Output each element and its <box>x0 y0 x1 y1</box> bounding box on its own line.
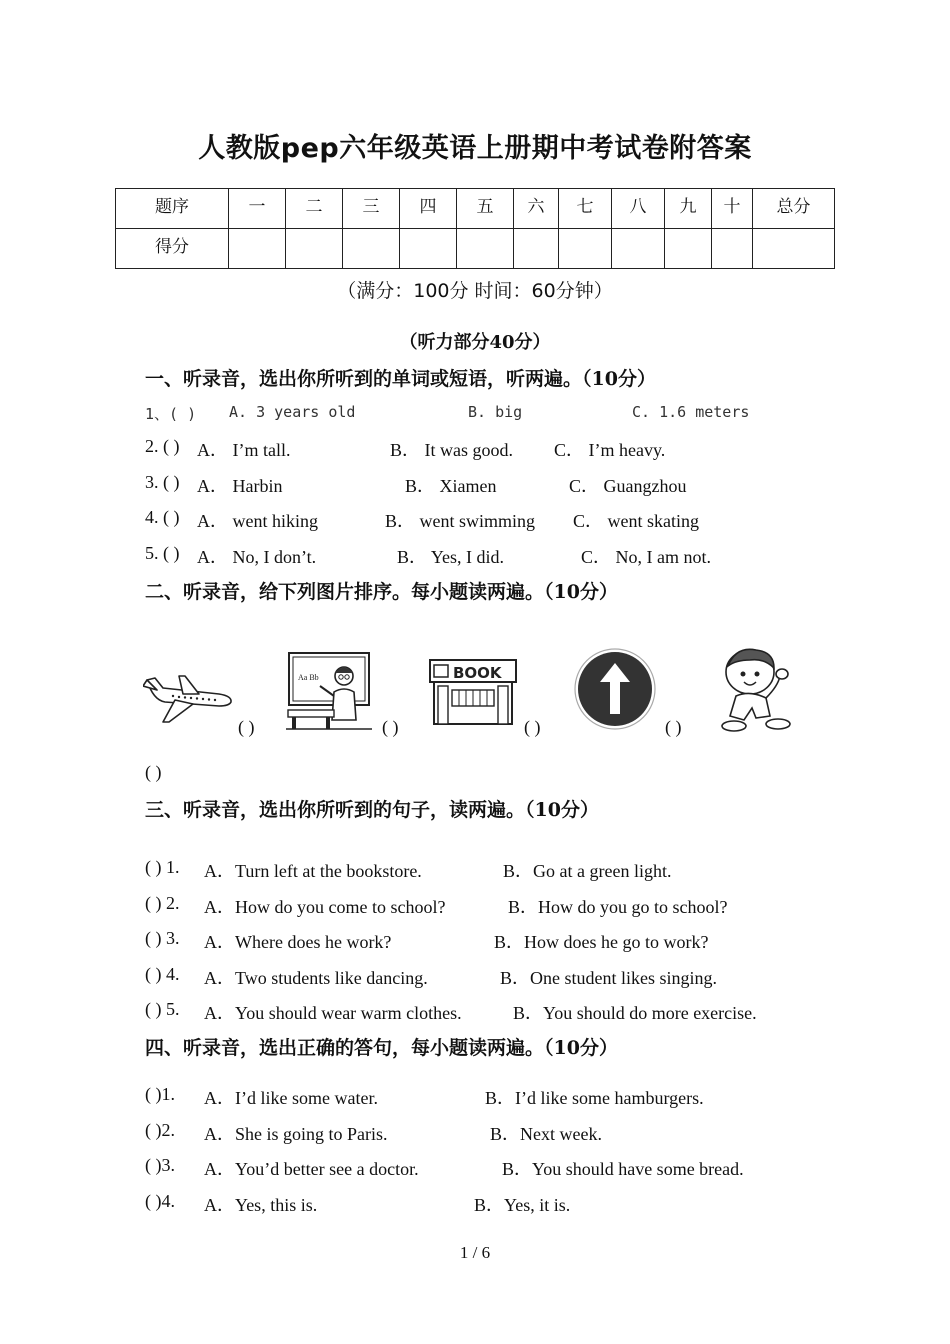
score-table-score-row <box>116 229 835 269</box>
item-number: 2. ( ) <box>145 436 180 456</box>
section3-item-3 <box>145 928 795 952</box>
board-text: Aa Bb <box>298 673 319 682</box>
section1-item-2 <box>145 436 785 460</box>
score-cell <box>514 229 559 269</box>
option-b: B． Xiamen <box>405 476 497 496</box>
option-c: C． Guangzhou <box>569 476 687 496</box>
option-b: B．Next week. <box>490 1124 602 1144</box>
score-header-cell: 十 <box>712 189 753 229</box>
option-b: B． Yes, I did. <box>397 547 505 567</box>
score-header-cell: 八 <box>612 189 665 229</box>
option-a: A．I’d like some water. <box>204 1088 378 1108</box>
item-number: ( ) 5. <box>145 999 180 1019</box>
score-cell <box>286 229 343 269</box>
score-header-cell: 七 <box>559 189 612 229</box>
option-b: B．You should have some bread. <box>502 1159 744 1179</box>
item-number: ( )3. <box>145 1155 175 1175</box>
option-c: C. 1.6 meters <box>632 403 750 421</box>
section1-item-1 <box>145 403 785 425</box>
score-cell <box>457 229 514 269</box>
option-a: A．Two students like dancing. <box>204 968 428 988</box>
picture-3-blank: ( ) <box>524 717 541 737</box>
option-c: C． No, I am not. <box>581 547 711 567</box>
score-cell <box>343 229 400 269</box>
item-number: 1、( ) <box>145 405 197 423</box>
section2-heading: 二、听录音，给下列图片排序。每小题读两遍。（10分） <box>145 581 618 603</box>
option-b: B．How do you go to school? <box>508 897 728 917</box>
option-b: B．Go at a green light. <box>503 861 672 881</box>
option-b: B． went swimming <box>385 511 536 531</box>
section3-item-4 <box>145 964 795 988</box>
picture-2-blank: ( ) <box>382 717 399 737</box>
score-header-cell: 九 <box>665 189 712 229</box>
picture-4-blank: ( ) <box>665 717 682 737</box>
score-header-cell: 一 <box>229 189 286 229</box>
item-number: ( )1. <box>145 1084 175 1104</box>
score-cell <box>400 229 457 269</box>
score-header-cell: 三 <box>343 189 400 229</box>
option-c: C． I’m heavy. <box>554 440 666 460</box>
score-cell <box>665 229 712 269</box>
cartoon-boy-picture <box>716 646 796 732</box>
score-cell <box>612 229 665 269</box>
section4-item-2 <box>145 1120 795 1144</box>
item-number: ( ) 2. <box>145 893 180 913</box>
page-number: 1 / 6 <box>459 1243 491 1262</box>
item-number: 4. ( ) <box>145 507 180 527</box>
option-b: B．How does he go to work? <box>494 932 709 952</box>
option-a: A． went hiking <box>197 511 318 531</box>
go-straight-sign-picture <box>572 648 658 730</box>
score-header-cell: 题序 <box>116 189 229 229</box>
score-table-header-row <box>116 189 835 229</box>
picture-1-blank: ( ) <box>238 717 255 737</box>
option-a: A．You should wear warm clothes. <box>204 1003 462 1023</box>
score-cell <box>559 229 612 269</box>
section4-item-1 <box>145 1084 795 1108</box>
item-number: ( ) 1. <box>145 857 180 877</box>
option-a: A．Turn left at the bookstore. <box>204 861 422 881</box>
score-row-label: 得分 <box>116 229 229 269</box>
bookstore-picture <box>426 656 520 726</box>
option-a: A．You’d better see a doctor. <box>204 1159 419 1179</box>
full-marks-info: （满分：100分 时间：60分钟） <box>337 280 613 302</box>
listening-part-label: （听力部分40分） <box>399 332 551 353</box>
option-a: A． I’m tall. <box>197 440 291 460</box>
option-b: B. big <box>468 403 523 421</box>
section1-heading: 一、听录音，选出你所听到的单词或短语，听两遍。（10分） <box>145 368 656 390</box>
option-a: A．Where does he work? <box>204 932 392 952</box>
item-number: ( ) 3. <box>145 928 180 948</box>
section1-item-5 <box>145 543 785 567</box>
option-b: B．One student likes singing. <box>500 968 717 988</box>
item-number: 5. ( ) <box>145 543 180 563</box>
option-b: B．I’d like some hamburgers. <box>485 1088 704 1108</box>
page-title: 人教版pep六年级英语上册期中考试卷附答案 <box>198 133 752 164</box>
score-header-cell: 四 <box>400 189 457 229</box>
option-a: A．How do you come to school? <box>204 897 446 917</box>
option-b: B．Yes, it is. <box>474 1195 571 1215</box>
option-a: A. 3 years old <box>229 403 356 421</box>
section4-heading: 四、听录音，选出正确的答句，每小题读两遍。（10分） <box>145 1037 618 1059</box>
score-cell <box>712 229 753 269</box>
score-header-cell: 五 <box>457 189 514 229</box>
option-c: C． went skating <box>573 511 699 531</box>
option-b: B． It was good. <box>390 440 513 460</box>
section4-item-4 <box>145 1191 795 1215</box>
score-header-cell: 二 <box>286 189 343 229</box>
item-number: ( ) 4. <box>145 964 180 984</box>
airplane-picture <box>143 660 235 726</box>
item-number: ( )4. <box>145 1191 175 1211</box>
item-number: ( )2. <box>145 1120 175 1140</box>
section1-item-4 <box>145 507 785 531</box>
score-cell <box>753 229 835 269</box>
item-number: 3. ( ) <box>145 472 180 492</box>
score-table <box>115 188 835 269</box>
option-a: A．She is going to Paris. <box>204 1124 388 1144</box>
section3-heading: 三、听录音，选出你所听到的句子，读两遍。（10分） <box>145 799 599 821</box>
score-header-cell: 总分 <box>753 189 835 229</box>
option-a: A． No, I don’t. <box>197 547 317 567</box>
section1-item-3 <box>145 472 785 496</box>
section3-item-5 <box>145 999 795 1023</box>
section3-item-2 <box>145 893 795 917</box>
book-sign-text: BOOK <box>453 664 502 682</box>
score-cell <box>229 229 286 269</box>
picture-5-blank: ( ) <box>145 762 162 782</box>
section3-item-1 <box>145 857 795 881</box>
section4-item-3 <box>145 1155 795 1179</box>
option-a: A． Harbin <box>197 476 283 496</box>
option-b: B．You should do more exercise. <box>513 1003 757 1023</box>
score-header-cell: 六 <box>514 189 559 229</box>
option-a: A．Yes, this is. <box>204 1195 318 1215</box>
teacher-picture <box>286 650 372 730</box>
